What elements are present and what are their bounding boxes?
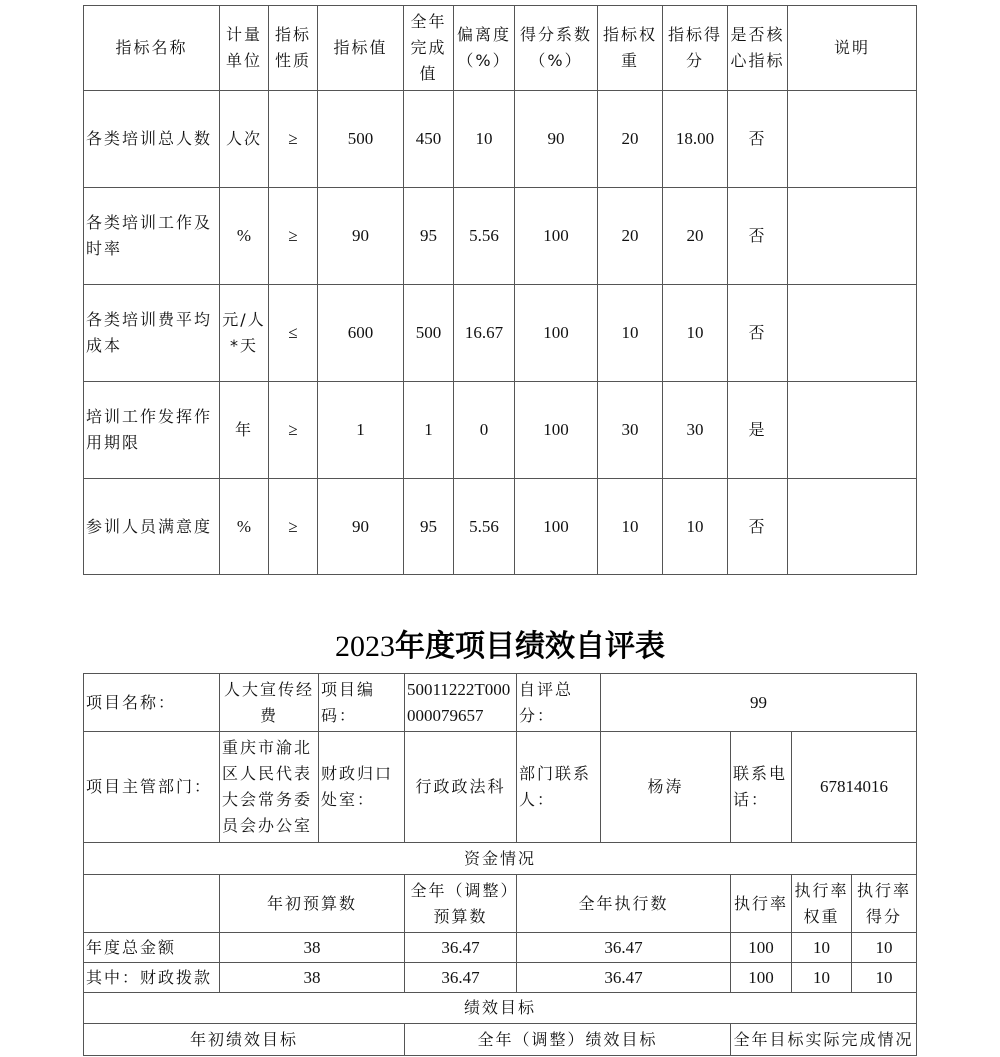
score-coefficient-cell: 100 [515, 188, 598, 285]
form-title-year: 2023 [335, 630, 395, 663]
indicator-header-row [84, 6, 917, 91]
remark-cell [788, 382, 917, 479]
score-cell: 20 [663, 188, 728, 285]
score-coefficient-cell: 90 [515, 91, 598, 188]
core-indicator-cell: 否 [728, 188, 788, 285]
header-cell: 指标性质 [269, 6, 318, 91]
funds-header-cell: 年初预算数 [220, 875, 405, 933]
dept-label: 项目主管部门： [84, 732, 220, 843]
score-coefficient-cell: 100 [515, 382, 598, 479]
score-cell: 18.00 [663, 91, 728, 188]
indicator-name: 各类培训总人数 [84, 91, 220, 188]
goals-section-row [84, 993, 917, 1024]
form-title-text: 年度项目绩效自评表 [395, 630, 665, 663]
remark-cell [788, 285, 917, 382]
initial-budget-cell: 38 [220, 963, 405, 993]
score-cell: 10 [663, 479, 728, 575]
header-cell: 得分系数（%） [515, 6, 598, 91]
contact-label: 部门联系人： [517, 732, 601, 843]
core-indicator-cell: 否 [728, 479, 788, 575]
nature-cell: ≤ [269, 285, 318, 382]
score-coefficient-cell: 100 [515, 285, 598, 382]
executed-amount-cell: 36.47 [517, 933, 731, 963]
project-name-value: 人大宣传经费 [220, 674, 319, 732]
nature-cell: ≥ [269, 382, 318, 479]
header-cell: 指标权重 [598, 6, 663, 91]
core-indicator-cell: 否 [728, 285, 788, 382]
goals-header-cell: 全年目标实际完成情况 [731, 1024, 917, 1056]
header-cell: 指标名称 [84, 6, 220, 91]
funds-section-header: 资金情况 [84, 843, 917, 875]
target-value-cell: 500 [318, 91, 404, 188]
actual-value-cell: 500 [404, 285, 454, 382]
deviation-cell: 10 [454, 91, 515, 188]
header-cell: 指标值 [318, 6, 404, 91]
nature-cell: ≥ [269, 91, 318, 188]
unit-cell: 元/人*天 [220, 285, 269, 382]
target-value-cell: 600 [318, 285, 404, 382]
deviation-cell: 5.56 [454, 188, 515, 285]
finance-office-value: 行政政法科 [405, 732, 517, 843]
funds-header-cell: 执行率权重 [792, 875, 852, 933]
actual-value-cell: 1 [404, 382, 454, 479]
phone-label: 联系电话： [731, 732, 792, 843]
score-coefficient-cell: 100 [515, 479, 598, 575]
indicator-name: 各类培训工作及时率 [84, 188, 220, 285]
core-indicator-cell: 是 [728, 382, 788, 479]
table-row [84, 933, 917, 963]
table-row [84, 963, 917, 993]
execution-rate-cell: 100 [731, 963, 792, 993]
evaluation-form [83, 673, 917, 1056]
goals-header-row [84, 1024, 917, 1056]
score-cell: 30 [663, 382, 728, 479]
indicator-table [83, 5, 917, 575]
adjusted-budget-cell: 36.47 [405, 933, 517, 963]
actual-value-cell: 450 [404, 91, 454, 188]
indicator-name: 培训工作发挥作用期限 [84, 382, 220, 479]
funds-row-label: 年度总金额 [84, 933, 220, 963]
deviation-cell: 0 [454, 382, 515, 479]
contact-value: 杨涛 [601, 732, 731, 843]
header-cell: 偏离度（%） [454, 6, 515, 91]
indicator-name: 各类培训费平均成本 [84, 285, 220, 382]
form-title [0, 624, 1000, 670]
goals-header-cell: 年初绩效目标 [84, 1024, 405, 1056]
remark-cell [788, 188, 917, 285]
funds-header-cell: 全年（调整）预算数 [405, 875, 517, 933]
nature-cell: ≥ [269, 188, 318, 285]
weight-cell: 10 [598, 285, 663, 382]
score-cell: 10 [663, 285, 728, 382]
deviation-cell: 16.67 [454, 285, 515, 382]
weight-cell: 30 [598, 382, 663, 479]
funds-header-row [84, 875, 917, 933]
initial-budget-cell: 38 [220, 933, 405, 963]
target-value-cell: 90 [318, 188, 404, 285]
weight-cell: 10 [598, 479, 663, 575]
core-indicator-cell: 否 [728, 91, 788, 188]
target-value-cell: 90 [318, 479, 404, 575]
finance-office-label: 财政归口处室： [319, 732, 405, 843]
actual-value-cell: 95 [404, 479, 454, 575]
funds-header-cell: 全年执行数 [517, 875, 731, 933]
remark-cell [788, 479, 917, 575]
nature-cell: ≥ [269, 479, 318, 575]
unit-cell: % [220, 479, 269, 575]
project-name-label: 项目名称： [84, 674, 220, 732]
funds-header-cell: 执行率 [731, 875, 792, 933]
rate-score-cell: 10 [852, 963, 917, 993]
header-cell: 全年完成值 [404, 6, 454, 91]
funds-header-cell: 执行率得分 [852, 875, 917, 933]
actual-value-cell: 95 [404, 188, 454, 285]
table-row [84, 188, 917, 285]
deviation-cell: 5.56 [454, 479, 515, 575]
target-value-cell: 1 [318, 382, 404, 479]
self-score-value: 99 [601, 674, 917, 732]
funds-header-cell [84, 875, 220, 933]
execution-rate-cell: 100 [731, 933, 792, 963]
project-code-label: 项目编码： [319, 674, 405, 732]
table-row [84, 285, 917, 382]
header-cell: 是否核心指标 [728, 6, 788, 91]
weight-cell: 20 [598, 91, 663, 188]
header-cell: 计量单位 [220, 6, 269, 91]
table-row [84, 91, 917, 188]
header-cell: 指标得分 [663, 6, 728, 91]
weight-cell: 20 [598, 188, 663, 285]
executed-amount-cell: 36.47 [517, 963, 731, 993]
table-row [84, 479, 917, 575]
rate-score-cell: 10 [852, 933, 917, 963]
unit-cell: 人次 [220, 91, 269, 188]
phone-value: 67814016 [792, 732, 917, 843]
goals-section-header: 绩效目标 [84, 993, 917, 1024]
unit-cell: % [220, 188, 269, 285]
project-code-value: 50011222T000000079657 [405, 674, 517, 732]
adjusted-budget-cell: 36.47 [405, 963, 517, 993]
goals-header-cell: 全年（调整）绩效目标 [405, 1024, 731, 1056]
department-row [84, 732, 917, 843]
dept-value: 重庆市渝北区人民代表大会常务委员会办公室 [220, 732, 319, 843]
unit-cell: 年 [220, 382, 269, 479]
header-cell: 说明 [788, 6, 917, 91]
table-row [84, 382, 917, 479]
funds-section-row [84, 843, 917, 875]
rate-weight-cell: 10 [792, 933, 852, 963]
rate-weight-cell: 10 [792, 963, 852, 993]
funds-row-label: 其中：财政拨款 [84, 963, 220, 993]
remark-cell [788, 91, 917, 188]
indicator-name: 参训人员满意度 [84, 479, 220, 575]
self-score-label: 自评总分： [517, 674, 601, 732]
project-info-row [84, 674, 917, 732]
